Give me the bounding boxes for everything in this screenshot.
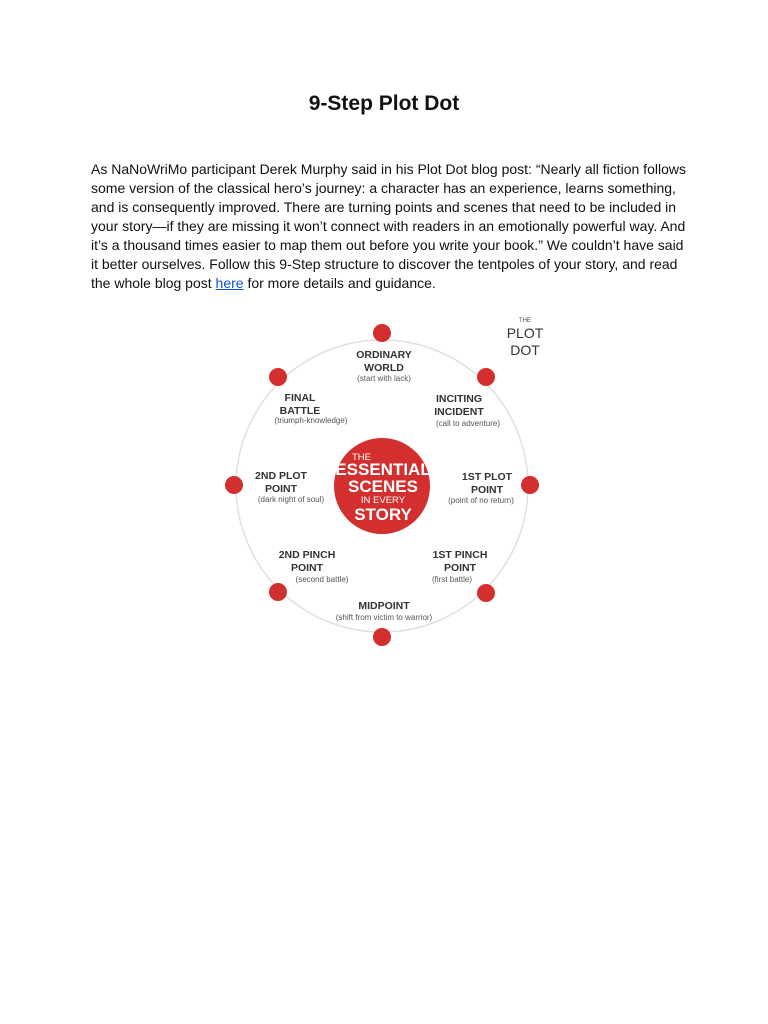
step-2nd-plot-point-line1: 2ND PLOT: [255, 470, 307, 482]
step-1st-pinch-point-line1: 1ST PINCH: [432, 549, 488, 561]
plot-dot-svg: [220, 308, 550, 653]
step-2nd-plot-point-sub: (dark night of soul): [257, 495, 325, 504]
step-1st-plot-point-line2: POINT: [470, 484, 504, 496]
page-title: 9-Step Plot Dot: [308, 92, 460, 115]
paragraph-text-end: for more details and guidance.: [243, 275, 436, 291]
step-1st-pinch-point-line2: POINT: [443, 562, 477, 574]
logo-text-plot: PLOT: [506, 325, 544, 341]
dot-1st-pinch-point: [477, 584, 495, 602]
step-midpoint-line1: MIDPOINT: [358, 600, 410, 612]
paragraph-text: As NaNoWriMo participant Derek Murphy said in his Plot Dot blog post: “Nearly all fiction follows some version of the classical hero’s journey: a character has an experience, learns something, and is consequently improved. There are turning points and scenes that need to be included in your story—if they are missing it won’t connect with readers in an emotionally powerful way. And it’s a thousand times easier to map them out before you write your book.” We couldn’t have said it better ourselves. Follow this 9-Step structure to discover the tentpoles of your story, and read the whole blog post: [91, 161, 686, 291]
dot-final-battle: [269, 368, 287, 386]
step-inciting-incident-sub: (call to adventure): [435, 419, 501, 428]
dot-ordinary-world: [373, 324, 391, 342]
dot-2nd-pinch-point: [269, 583, 287, 601]
step-1st-plot-point-line1: 1ST PLOT: [461, 471, 513, 483]
dot-midpoint: [373, 628, 391, 646]
step-inciting-incident-line2: INCIDENT: [434, 406, 484, 418]
logo-text-dot: DOT: [510, 342, 540, 358]
step-2nd-pinch-point-line1: 2ND PINCH: [278, 549, 336, 561]
dot-1st-plot-point: [521, 476, 539, 494]
center-text-essential: ESSENTIAL: [335, 460, 431, 479]
center-text-the: THE: [352, 452, 371, 463]
center-text-scenes: SCENES: [348, 477, 418, 496]
step-2nd-plot-point-line2: POINT: [264, 483, 298, 495]
intro-paragraph: [91, 160, 691, 293]
step-ordinary-world-line2: WORLD: [364, 362, 404, 374]
step-final-battle-line2: BATTLE: [279, 405, 321, 417]
step-1st-plot-point-sub: (point of no return): [448, 496, 514, 505]
step-ordinary-world-sub: (start with lack): [357, 374, 411, 383]
step-ordinary-world-line1: ORDINARY: [356, 349, 412, 361]
step-final-battle-sub: (triumph-knowledge): [274, 416, 348, 425]
step-2nd-pinch-point-line2: POINT: [290, 562, 324, 574]
step-midpoint-sub: (shift from victim to warrior): [335, 613, 433, 622]
step-final-battle-line1: FINAL: [284, 392, 316, 404]
logo-text-the: THE: [519, 318, 531, 324]
center-text-story: STORY: [354, 505, 412, 524]
step-inciting-incident-line1: INCITING: [435, 393, 483, 405]
step-1st-pinch-point-sub: (first battle): [431, 575, 473, 584]
blog-post-link[interactable]: here: [215, 275, 244, 291]
step-2nd-pinch-point-sub: (second battle): [295, 575, 349, 584]
dot-2nd-plot-point: [225, 476, 243, 494]
center-text-in-every: IN EVERY: [360, 495, 406, 506]
dot-inciting-incident: [477, 368, 495, 386]
plot-dot-diagram: [220, 308, 550, 658]
